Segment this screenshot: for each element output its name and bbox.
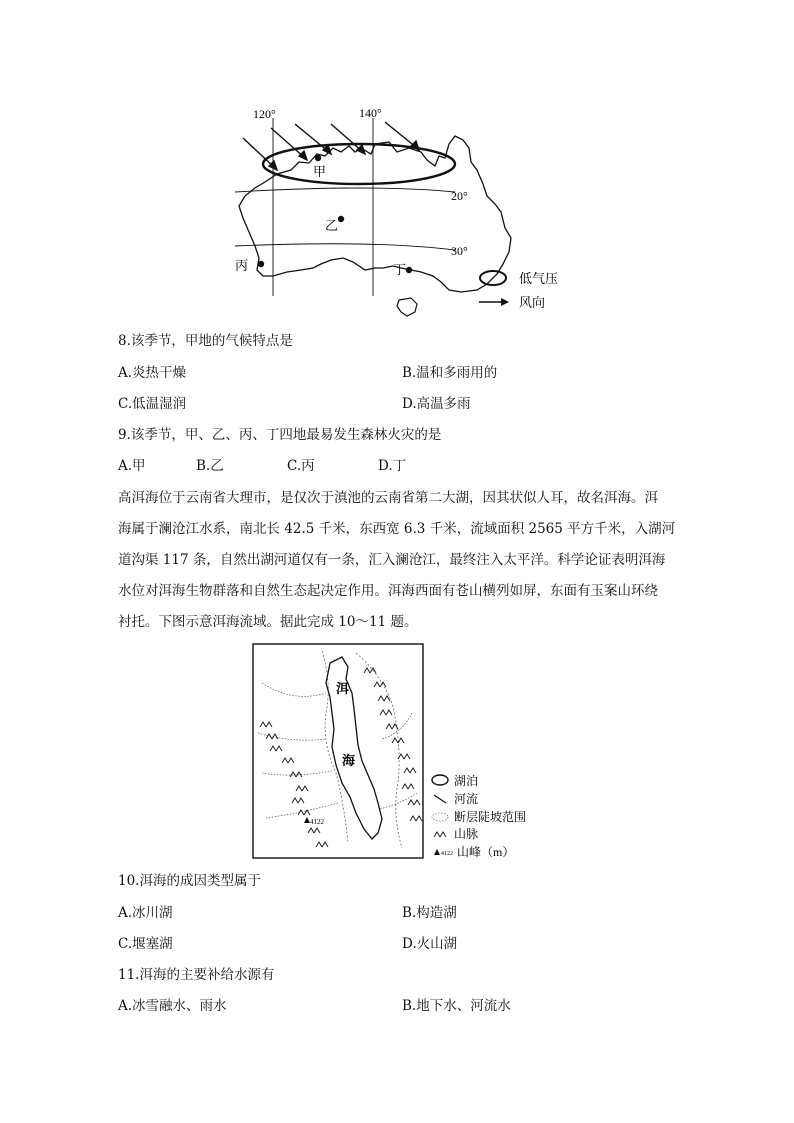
peak-label: 4122: [310, 818, 324, 826]
australia-map: [225, 100, 585, 320]
q11-stem: 11.洱海的主要补给水源有: [118, 967, 275, 983]
q8-option-d[interactable]: D.高温多雨: [402, 396, 471, 412]
legend-fault: 断层陡坡范围: [454, 810, 527, 824]
q9-option-b[interactable]: B.乙: [196, 458, 224, 474]
australia-outline: [239, 136, 511, 292]
passage: [118, 483, 676, 638]
tasmania-outline: [397, 298, 417, 316]
erhai-lake: [326, 657, 382, 839]
place-bing: 丙: [235, 258, 249, 273]
lake-char-hai: 海: [342, 753, 356, 768]
q9-option-d[interactable]: D.丁: [378, 458, 407, 474]
legend-peak: 山峰（m）: [457, 845, 515, 859]
passage-line: 道沟渠 117 条，自然出湖河道仅有一条，汇入澜沧江，最终注入太平洋。科学论证表明洱海: [118, 552, 666, 568]
place-yi: 乙: [325, 218, 339, 233]
legend-wind: 风向: [519, 295, 546, 310]
q9-stem: 9.该季节，甲、乙、丙、丁四地最易发生森林火灾的是: [118, 427, 442, 443]
passage-line: 衬托。下图示意洱海流域。据此完成 10～11 题。: [118, 614, 418, 630]
place-jia: 甲: [313, 164, 327, 179]
legend-peak-num: 4122: [441, 851, 453, 857]
q9-option-c[interactable]: C.丙: [287, 458, 315, 474]
q11-option-a[interactable]: A.冰雪融水、雨水: [118, 998, 227, 1014]
lon-label-120: 120°: [253, 107, 276, 121]
legend-mountain: 山脉: [454, 827, 479, 841]
legend-low-pressure: 低气压: [519, 271, 559, 286]
q10-option-a[interactable]: A.冰川湖: [118, 905, 173, 921]
q11-option-b[interactable]: B.地下水、河流水: [402, 998, 511, 1014]
lat-label-30: 30°: [451, 244, 468, 258]
legend-river: 河流: [454, 792, 479, 806]
lat-label-20: 20°: [451, 189, 468, 203]
q10-option-b[interactable]: B.构造湖: [402, 905, 457, 921]
q9-option-a[interactable]: A.甲: [118, 458, 146, 474]
q8-option-b[interactable]: B.温和多雨用的: [402, 365, 498, 381]
lake-char-er: 洱: [336, 681, 350, 696]
q8-stem: 8.该季节，甲地的气候特点是: [118, 333, 293, 349]
legend-lake: 湖泊: [454, 774, 479, 788]
q8-option-c[interactable]: C.低温湿润: [118, 396, 187, 412]
passage-line: 高洱海位于云南省大理市，是仅次于滇池的云南省第二大湖，因其状似人耳，故名洱海。洱: [118, 490, 658, 506]
place-ding: 丁: [393, 262, 407, 277]
q8-option-a[interactable]: A.炎热干燥: [118, 365, 187, 381]
q10-stem: 10.洱海的成因类型属于: [118, 873, 261, 889]
passage-line: 水位对洱海生物群落和自然生态起决定作用。洱海西面有苍山横列如屏，东面有玉案山环绕: [118, 583, 658, 599]
erhai-map: [252, 643, 552, 863]
q10-option-c[interactable]: C.堰塞湖: [118, 936, 173, 952]
lon-label-140: 140°: [359, 106, 382, 120]
q10-option-d[interactable]: D.火山湖: [402, 936, 458, 952]
passage-line: 海属于澜沧江水系，南北长 42.5 千米，东西宽 6.3 千米，流域面积 2565 平方千米，入湖河: [118, 521, 676, 537]
